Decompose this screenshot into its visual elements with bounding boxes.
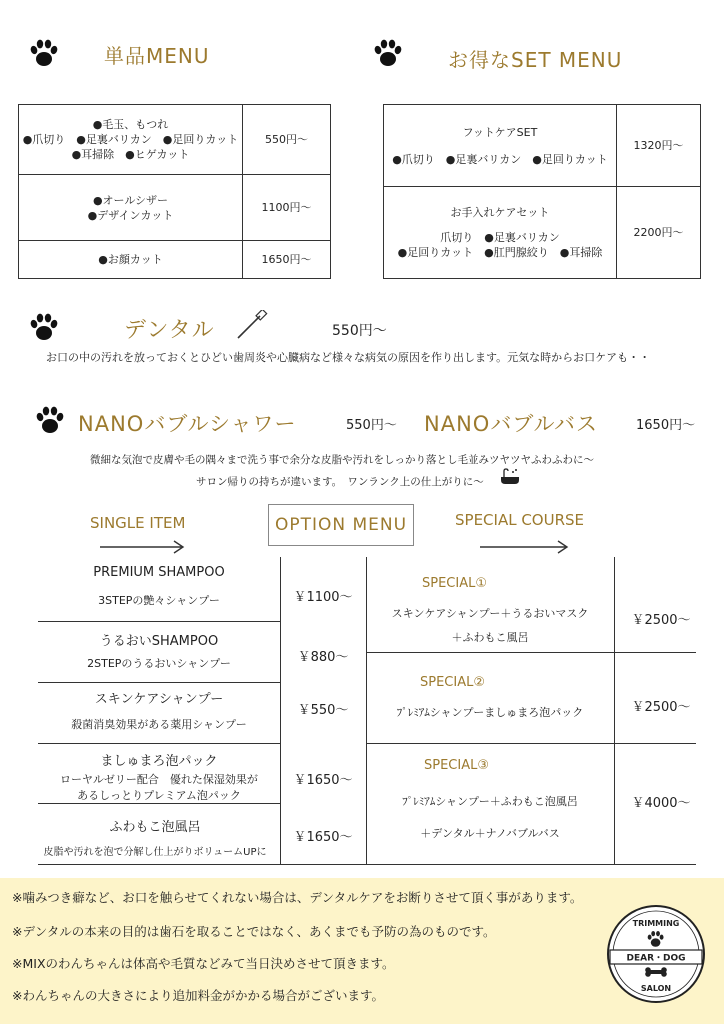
special-description: スキンケアシャンプー＋うるおいマスク ＋ふわもこ風呂 [391,607,589,644]
special-price: ￥2500〜 [631,700,691,715]
dental-description: お口の中の汚れを放っておくとひどい歯周炎や心臓病など様々な病気の原因を作り出します。元気な時からお口ケアも・・ [46,351,651,364]
option-price: ￥1650〜 [293,773,353,788]
toothbrush-icon [236,310,268,340]
option-item: ましゅまろ泡パック ローヤルゼリー配合 優れた保湿効果が あるしっとりプレミアム泡パック [60,754,258,802]
paw-icon [28,38,60,68]
nano-bath-price: 1650円〜 [636,418,696,433]
option-price: ￥880〜 [297,650,349,665]
nano-shower-price: 550円〜 [346,418,397,433]
set-menu-items: フットケアSET ●爪切り ●足裏バリカン ●足回りカット [384,105,617,187]
option-price: ￥550〜 [297,703,349,718]
paw-icon [28,312,60,342]
single-menu-title: 単品MENU [104,44,210,68]
set-menu-title: お得なSET MENU [448,48,623,72]
option-item: スキンケアシャンプー 殺菌消臭効果がある薬用シャンプー [71,692,247,731]
dental-price: 550円〜 [332,323,387,339]
notes-panel [0,878,724,1024]
single-menu-items: ●オールシザー ●デザインカット [19,175,243,241]
single-menu-price: 1650円〜 [243,241,331,279]
paw-icon [34,405,66,435]
single-item-heading: SINGLE ITEM [90,514,186,532]
option-item: PREMIUM SHAMPOO 3STEPの艶々シャンプー [93,565,225,607]
special-course-heading: SPECIAL COURSE [455,511,585,529]
svg-text:TRIMMING: TRIMMING [632,919,680,928]
arrow-right-icon [100,540,186,554]
option-menu-heading: OPTION MENU [268,504,414,546]
special-price: ￥2500〜 [631,613,691,628]
special-price: ￥4000〜 [631,796,691,811]
special-name: SPECIAL① [422,576,488,591]
note-line: ※デンタルの本来の目的は歯石を取ることではなく、あくまでも予防の為のものです。 [12,924,496,939]
nano-bath-title: NANOバブルバス [424,412,599,436]
note-line: ※MIXのわんちゃんは体高や毛質などみて当日決めさせて頂きます。 [12,956,395,971]
salon-logo [604,902,708,1006]
special-name: SPECIAL③ [424,758,490,773]
single-menu-price: 1100円〜 [243,175,331,241]
note-line: ※噛みつき癖など、お口を触らせてくれない場合は、デンタルケアをお断りさせて頂く事があります。 [12,890,583,905]
special-description: ﾌﾟﾚﾐｱﾑシャンプー＋ふわもこ泡風呂 ＋デンタル＋ナノバブルバス [402,795,578,840]
set-menu-table [383,104,701,279]
nano-description-1: 微細な気泡で皮膚や毛の隅々まで洗う事で余分な皮脂や汚れをしっかり落とし毛並みツヤツヤふわふわに〜 [90,454,594,466]
special-description: ﾌﾟﾚﾐｱﾑシャンプーましゅまろ泡パック [396,706,584,719]
single-menu-price: 550円〜 [243,105,331,175]
set-menu-price: 1320円〜 [617,105,701,187]
svg-text:SALON: SALON [640,984,672,993]
special-name: SPECIAL② [420,675,486,690]
option-price: ￥1650〜 [293,830,353,845]
nano-shower-title: NANOバブルシャワー [78,412,297,436]
note-line: ※わんちゃんの大きさにより追加料金がかかる場合がございます。 [12,988,384,1003]
paw-icon [372,38,404,68]
single-menu-items: ●毛玉、もつれ ●爪切り ●足裏バリカン ●足回りカット ●耳掃除 ●ヒゲカット [19,105,243,175]
dental-title: デンタル [124,318,215,343]
set-menu-items: お手入れケアセット 爪切り ●足裏バリカン ●足回りカット ●肛門腺絞り ●耳掃除 [384,187,617,279]
option-price: ￥1100〜 [293,590,353,605]
single-menu-table [18,104,331,279]
single-menu-items: ●お顔カット [19,241,243,279]
set-menu-price: 2200円〜 [617,187,701,279]
bathtub-icon [500,468,520,486]
svg-text:DEAR・DOG: DEAR・DOG [626,953,686,964]
arrow-right-icon [480,540,570,554]
nano-description-2: サロン帰りの持ちが違います。 ワンランク上の仕上がりに〜 [196,476,484,488]
option-item: うるおいSHAMPOO 2STEPのうるおいシャンプー [87,634,231,670]
option-item: ふわもこ泡風呂 皮脂や汚れを泡で分解し仕上がりボリュームUPに [43,820,267,858]
